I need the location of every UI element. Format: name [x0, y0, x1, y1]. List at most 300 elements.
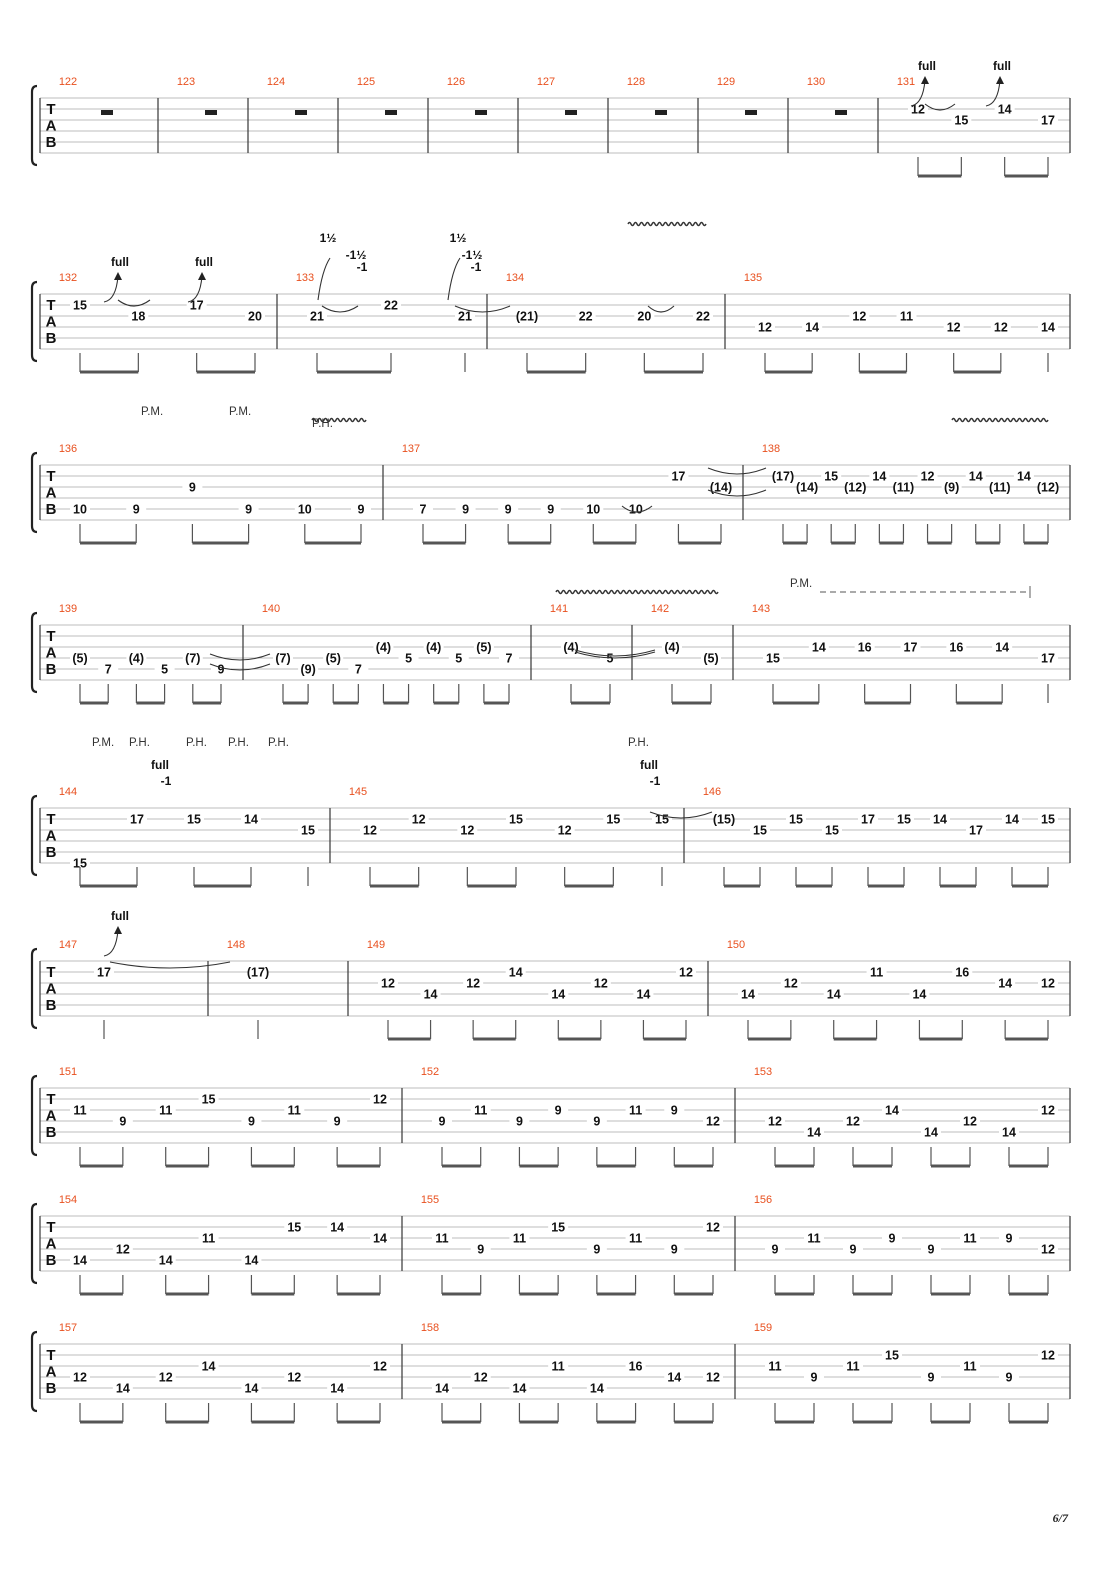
fret-number: 15	[885, 1348, 899, 1363]
fret-number: 15	[287, 1220, 302, 1235]
tab-clef-letter: A	[45, 117, 57, 135]
fret-number: 14	[741, 987, 755, 1002]
measure-number: 132	[58, 272, 78, 284]
whole-rest	[745, 110, 757, 115]
fret-number: 14	[201, 1359, 216, 1374]
tab-clef-letter: T	[46, 964, 56, 981]
measure-number: 143	[751, 603, 771, 615]
vibrato-line	[952, 419, 1048, 422]
fret-number: 17	[671, 469, 686, 484]
fret-number: 15	[73, 856, 87, 871]
measure-number: 142	[650, 603, 670, 615]
fret-number: 14	[636, 987, 651, 1002]
measure-number: 124	[266, 76, 286, 88]
measure-number: 134	[505, 272, 525, 284]
fret-number: 5	[161, 662, 169, 677]
fret-number: 15	[551, 1220, 566, 1235]
fret-number: 10	[628, 502, 643, 517]
fret-number: 9	[357, 502, 365, 517]
fret-number: 12	[466, 976, 481, 991]
tab-clef-letter: T	[46, 1347, 56, 1364]
measure-number: 135	[743, 272, 763, 284]
tie-arc	[110, 962, 230, 968]
tab-clef-letter: B	[45, 134, 57, 151]
fret-number: (7)	[185, 651, 201, 666]
fret-number: 21	[310, 309, 324, 324]
measure-number: 147	[58, 939, 78, 951]
fret-number: 15	[824, 469, 839, 484]
tab-clef-letter: B	[45, 1124, 57, 1141]
fret-number: 15	[766, 651, 780, 666]
fret-number: 15	[825, 823, 839, 838]
bend-label: full	[195, 255, 213, 269]
fret-number: 5	[405, 651, 413, 666]
fret-number: 12	[758, 320, 772, 335]
whole-rest	[655, 110, 667, 115]
tie-arc	[708, 468, 766, 474]
fret-number: 16	[857, 640, 872, 655]
fret-number: 12	[1041, 976, 1055, 991]
fret-number: 14	[373, 1231, 387, 1246]
fret-number: 9	[188, 480, 196, 495]
fret-number: 9	[515, 1114, 523, 1129]
bend-label: -1½	[461, 248, 483, 262]
measure-number: 145	[348, 786, 368, 798]
tab-clef-letter: A	[45, 644, 57, 662]
fret-number: 12	[706, 1114, 720, 1129]
measure-number: 126	[446, 76, 466, 88]
fret-number: 11	[512, 1231, 527, 1246]
technique-label: P.H.	[628, 737, 649, 749]
fret-number: 12	[1041, 1242, 1055, 1257]
fret-number: 9	[927, 1370, 935, 1385]
measure-number: 130	[806, 76, 826, 88]
fret-number: 21	[458, 309, 472, 324]
fret-number: 11	[963, 1231, 977, 1246]
bend-label: full	[111, 255, 129, 269]
whole-rest	[835, 110, 847, 115]
fret-number: 14	[933, 812, 947, 827]
measure-number: 154	[58, 1194, 78, 1206]
measure-number: 125	[356, 76, 376, 88]
fret-number: 9	[927, 1242, 935, 1257]
fret-number: 14	[997, 102, 1012, 117]
tab-clef-letter: B	[45, 844, 57, 861]
fret-number: (4)	[563, 640, 579, 655]
measure-number: 149	[366, 939, 386, 951]
bend-arrow	[198, 272, 206, 280]
fret-number: 9	[554, 1103, 562, 1118]
whole-rest	[101, 110, 113, 115]
fret-number: 14	[244, 1381, 259, 1396]
tab-clef-letter: A	[45, 1235, 57, 1253]
system-bracket	[32, 796, 37, 875]
fret-number: 9	[1005, 1231, 1013, 1246]
measure-number: 144	[58, 786, 78, 798]
fret-number: 10	[297, 502, 312, 517]
whole-rest	[295, 110, 307, 115]
fret-number: 9	[849, 1242, 857, 1257]
whole-rest	[475, 110, 487, 115]
tab-clef-letter: T	[46, 101, 56, 118]
tab-clef-letter: A	[45, 1363, 57, 1381]
fret-number: 14	[805, 320, 820, 335]
technique-label: P.H.	[312, 418, 333, 430]
fret-number: 14	[995, 640, 1010, 655]
fret-number: (5)	[703, 651, 719, 666]
measure-number: 148	[226, 939, 246, 951]
tie-arc	[322, 306, 358, 312]
fret-number: 15	[789, 812, 803, 827]
measure-number: 138	[761, 443, 781, 455]
measure-number: 146	[702, 786, 722, 798]
fret-number: 9	[888, 1231, 896, 1246]
fret-number: 12	[706, 1220, 720, 1235]
tie-arc	[210, 654, 270, 660]
measure-number: 150	[726, 939, 746, 951]
fret-number: 9	[462, 502, 470, 517]
fret-number: 11	[869, 965, 884, 980]
tab-clef-letter: T	[46, 468, 56, 485]
fret-number: 14	[244, 1253, 259, 1268]
fret-number: 7	[419, 502, 427, 517]
technique-label: P.M.	[141, 406, 164, 418]
fret-number: 14	[885, 1103, 899, 1118]
fret-number: 14	[1002, 1125, 1016, 1140]
page-number: 6/7	[1052, 1511, 1068, 1525]
fret-number: 12	[946, 320, 961, 335]
fret-number: 14	[667, 1370, 682, 1385]
fret-number: 15	[301, 823, 315, 838]
fret-number: (11)	[989, 480, 1011, 495]
whole-rest	[385, 110, 397, 115]
fret-number: 17	[97, 965, 111, 980]
bend-label: full	[918, 59, 936, 73]
fret-number: 12	[846, 1114, 860, 1129]
measure-number: 131	[896, 76, 916, 88]
fret-number: 12	[460, 823, 475, 838]
bend-arrow	[114, 926, 122, 934]
tab-clef-letter: T	[46, 297, 56, 314]
system-bracket	[32, 1332, 37, 1411]
bend-label: -1	[356, 260, 368, 274]
fret-number: 14	[811, 640, 826, 655]
fret-number: 12	[993, 320, 1008, 335]
fret-number: 9	[119, 1114, 127, 1129]
fret-number: 12	[73, 1370, 87, 1385]
fret-number: 12	[557, 823, 572, 838]
fret-number: 12	[363, 823, 377, 838]
fret-number: 17	[130, 812, 144, 827]
system-bracket	[32, 282, 37, 361]
bend-label: full	[151, 758, 169, 772]
fret-number: 14	[330, 1381, 345, 1396]
fret-number: 9	[245, 502, 253, 517]
fret-number: (7)	[275, 651, 291, 666]
bend-label: -1½	[345, 248, 367, 262]
fret-number: 12	[1041, 1348, 1055, 1363]
fret-number: (21)	[515, 309, 539, 324]
fret-number: 12	[593, 976, 608, 991]
fret-number: 15	[1041, 812, 1055, 827]
bend-arrow	[114, 272, 122, 280]
fret-number: 14	[589, 1381, 604, 1396]
fret-number: 15	[606, 812, 621, 827]
fret-number: 17	[903, 640, 918, 655]
tab-clef-letter: T	[46, 628, 56, 645]
fret-number: 11	[73, 1103, 87, 1118]
fret-number: 17	[189, 298, 204, 313]
fret-number: (9)	[943, 480, 960, 495]
fret-number: 16	[955, 965, 970, 980]
measure-number: 159	[753, 1322, 773, 1334]
fret-number: 12	[963, 1114, 977, 1129]
fret-number: 12	[373, 1092, 387, 1107]
bend-label: full	[640, 758, 658, 772]
measure-number: 153	[753, 1066, 773, 1078]
fret-number: 14	[924, 1125, 938, 1140]
technique-label: P.M.	[790, 578, 813, 590]
fret-number: 15	[954, 113, 969, 128]
fret-number: 17	[1041, 651, 1055, 666]
measure-number: 122	[58, 76, 78, 88]
fret-number: (12)	[844, 480, 867, 495]
fret-number: 15	[509, 812, 523, 827]
fret-number: 14	[807, 1125, 821, 1140]
fret-number: 14	[872, 469, 887, 484]
fret-number: 12	[373, 1359, 387, 1374]
tab-clef-letter: A	[45, 1107, 57, 1125]
fret-number: 12	[706, 1370, 720, 1385]
fret-number: 9	[670, 1103, 678, 1118]
fret-number: 9	[593, 1114, 601, 1129]
technique-label: P.M.	[229, 406, 252, 418]
fret-number: 9	[217, 662, 225, 677]
system-bracket	[32, 86, 37, 165]
fret-number: 14	[1041, 320, 1055, 335]
measure-number: 157	[58, 1322, 78, 1334]
tab-clef-letter: B	[45, 330, 57, 347]
vibrato-line	[556, 591, 718, 594]
fret-number: 14	[968, 469, 983, 484]
fret-number: 9	[670, 1242, 678, 1257]
fret-number: (5)	[476, 640, 492, 655]
tab-clef-letter: T	[46, 1219, 56, 1236]
fret-number: 14	[435, 1381, 449, 1396]
fret-number: 11	[807, 1231, 821, 1246]
fret-number: (4)	[664, 640, 680, 655]
technique-label: P.H.	[129, 737, 150, 749]
bend-arrow	[921, 76, 929, 84]
fret-number: 11	[435, 1231, 449, 1246]
fret-number: 14	[330, 1220, 345, 1235]
fret-number: 20	[637, 309, 652, 324]
fret-number: 11	[551, 1359, 565, 1374]
fret-number: 15	[753, 823, 767, 838]
fret-number: (4)	[128, 651, 145, 666]
measure-number: 133	[295, 272, 315, 284]
fret-number: 11	[768, 1359, 782, 1374]
bend-label: -1	[160, 774, 172, 788]
system-bracket	[32, 949, 37, 1028]
technique-label: P.H.	[228, 737, 249, 749]
bend-label: 1½	[449, 231, 467, 245]
fret-number: 14	[512, 1381, 527, 1396]
technique-label: P.M.	[92, 737, 115, 749]
fret-number: 15	[201, 1092, 216, 1107]
measure-number: 141	[549, 603, 569, 615]
fret-number: 14	[1016, 469, 1031, 484]
fret-number: 7	[505, 651, 513, 666]
fret-number: 12	[115, 1242, 130, 1257]
fret-number: 18	[131, 309, 146, 324]
fret-number: 15	[655, 812, 669, 827]
fret-number: 22	[578, 309, 593, 324]
fret-number: (17)	[246, 965, 270, 980]
fret-number: 14	[115, 1381, 130, 1396]
fret-number: 10	[586, 502, 601, 517]
fret-number: 12	[783, 976, 798, 991]
fret-number: 17	[861, 812, 875, 827]
fret-number: 14	[508, 965, 523, 980]
measure-number: 137	[401, 443, 421, 455]
fret-number: 15	[897, 812, 911, 827]
fret-number: (12)	[1036, 480, 1060, 495]
tab-clef-letter: A	[45, 980, 57, 998]
fret-number: 14	[551, 987, 566, 1002]
fret-number: 5	[606, 651, 614, 666]
fret-number: (14)	[795, 480, 819, 495]
fret-number: 9	[593, 1242, 601, 1257]
fret-number: (14)	[709, 480, 733, 495]
fret-number: 11	[846, 1359, 860, 1374]
fret-number: 11	[474, 1103, 488, 1118]
fret-number: 11	[201, 1231, 216, 1246]
measure-number: 139	[58, 603, 78, 615]
fret-number: 15	[73, 298, 87, 313]
bend-label: -1	[649, 774, 661, 788]
whole-rest	[205, 110, 217, 115]
measure-number: 129	[716, 76, 736, 88]
tab-clef-letter: A	[45, 484, 57, 502]
tab-clef-letter: B	[45, 661, 57, 678]
fret-number: 11	[963, 1359, 977, 1374]
tab-clef-letter: A	[45, 313, 57, 331]
fret-number: (17)	[771, 469, 795, 484]
fret-number: 12	[473, 1370, 488, 1385]
technique-label: P.H.	[268, 737, 289, 749]
fret-number: (15)	[712, 812, 736, 827]
fret-number: 12	[852, 309, 867, 324]
technique-label: P.H.	[186, 737, 207, 749]
fret-number: 7	[354, 662, 362, 677]
fret-number: 10	[73, 502, 87, 517]
fret-number: 9	[547, 502, 555, 517]
fret-number: 12	[287, 1370, 302, 1385]
whole-rest	[565, 110, 577, 115]
fret-number: 15	[187, 812, 201, 827]
system-bracket	[32, 453, 37, 532]
measure-number: 128	[626, 76, 646, 88]
tab-clef-letter: B	[45, 1380, 57, 1397]
fret-number: 11	[628, 1231, 643, 1246]
fret-number: 16	[949, 640, 964, 655]
tab-clef-letter: A	[45, 827, 57, 845]
fret-number: 17	[969, 823, 983, 838]
fret-number: 20	[248, 309, 262, 324]
tab-clef-letter: T	[46, 811, 56, 828]
tab-clef-letter: B	[45, 1252, 57, 1269]
measure-number: 152	[420, 1066, 440, 1078]
fret-number: 9	[504, 502, 512, 517]
fret-number: 9	[771, 1242, 779, 1257]
fret-number: 22	[696, 309, 710, 324]
tab-clef-letter: B	[45, 501, 57, 518]
measure-number: 136	[58, 443, 78, 455]
fret-number: 12	[911, 102, 925, 117]
fret-number: 16	[628, 1359, 643, 1374]
bend-label: full	[993, 59, 1011, 73]
fret-number: 14	[998, 976, 1013, 991]
bend-label: -1	[470, 260, 482, 274]
system-bracket	[32, 613, 37, 692]
vibrato-line	[628, 223, 706, 226]
fret-number: 11	[287, 1103, 301, 1118]
fret-number: 11	[159, 1103, 173, 1118]
measure-number: 123	[176, 76, 196, 88]
fret-number: 12	[768, 1114, 782, 1129]
fret-number: 14	[912, 987, 927, 1002]
fret-number: 12	[411, 812, 426, 827]
fret-number: (4)	[375, 640, 392, 655]
fret-number: 9	[132, 502, 140, 517]
fret-number: 9	[438, 1114, 446, 1129]
fret-number: 5	[455, 651, 463, 666]
fret-number: 14	[1005, 812, 1019, 827]
fret-number: 9	[247, 1114, 255, 1129]
fret-number: (4)	[426, 640, 442, 655]
fret-number: 9	[477, 1242, 485, 1257]
measure-number: 140	[261, 603, 281, 615]
measure-number: 151	[58, 1066, 78, 1078]
measure-number: 155	[420, 1194, 440, 1206]
tab-clef-letter: B	[45, 997, 57, 1014]
fret-number: 14	[244, 812, 258, 827]
measure-number: 127	[536, 76, 556, 88]
bend-label: full	[111, 909, 129, 923]
measure-number: 158	[420, 1322, 440, 1334]
fret-number: 14	[73, 1253, 87, 1268]
tab-clef-letter: T	[46, 1091, 56, 1108]
bend-arrow	[996, 76, 1004, 84]
fret-number: 14	[158, 1253, 173, 1268]
fret-number: 14	[826, 987, 841, 1002]
fret-number: 11	[628, 1103, 643, 1118]
fret-number: (9)	[300, 662, 316, 677]
fret-number: 11	[899, 309, 914, 324]
fret-number: (5)	[72, 651, 88, 666]
fret-number: 9	[810, 1370, 818, 1385]
fret-number: 12	[381, 976, 395, 991]
fret-number: (5)	[325, 651, 341, 666]
fret-number: 14	[423, 987, 438, 1002]
fret-number: 12	[920, 469, 935, 484]
fret-number: 22	[384, 298, 398, 313]
fret-number: 7	[104, 662, 112, 677]
system-bracket	[32, 1076, 37, 1155]
measure-number: 156	[753, 1194, 773, 1206]
system-bracket	[32, 1204, 37, 1283]
